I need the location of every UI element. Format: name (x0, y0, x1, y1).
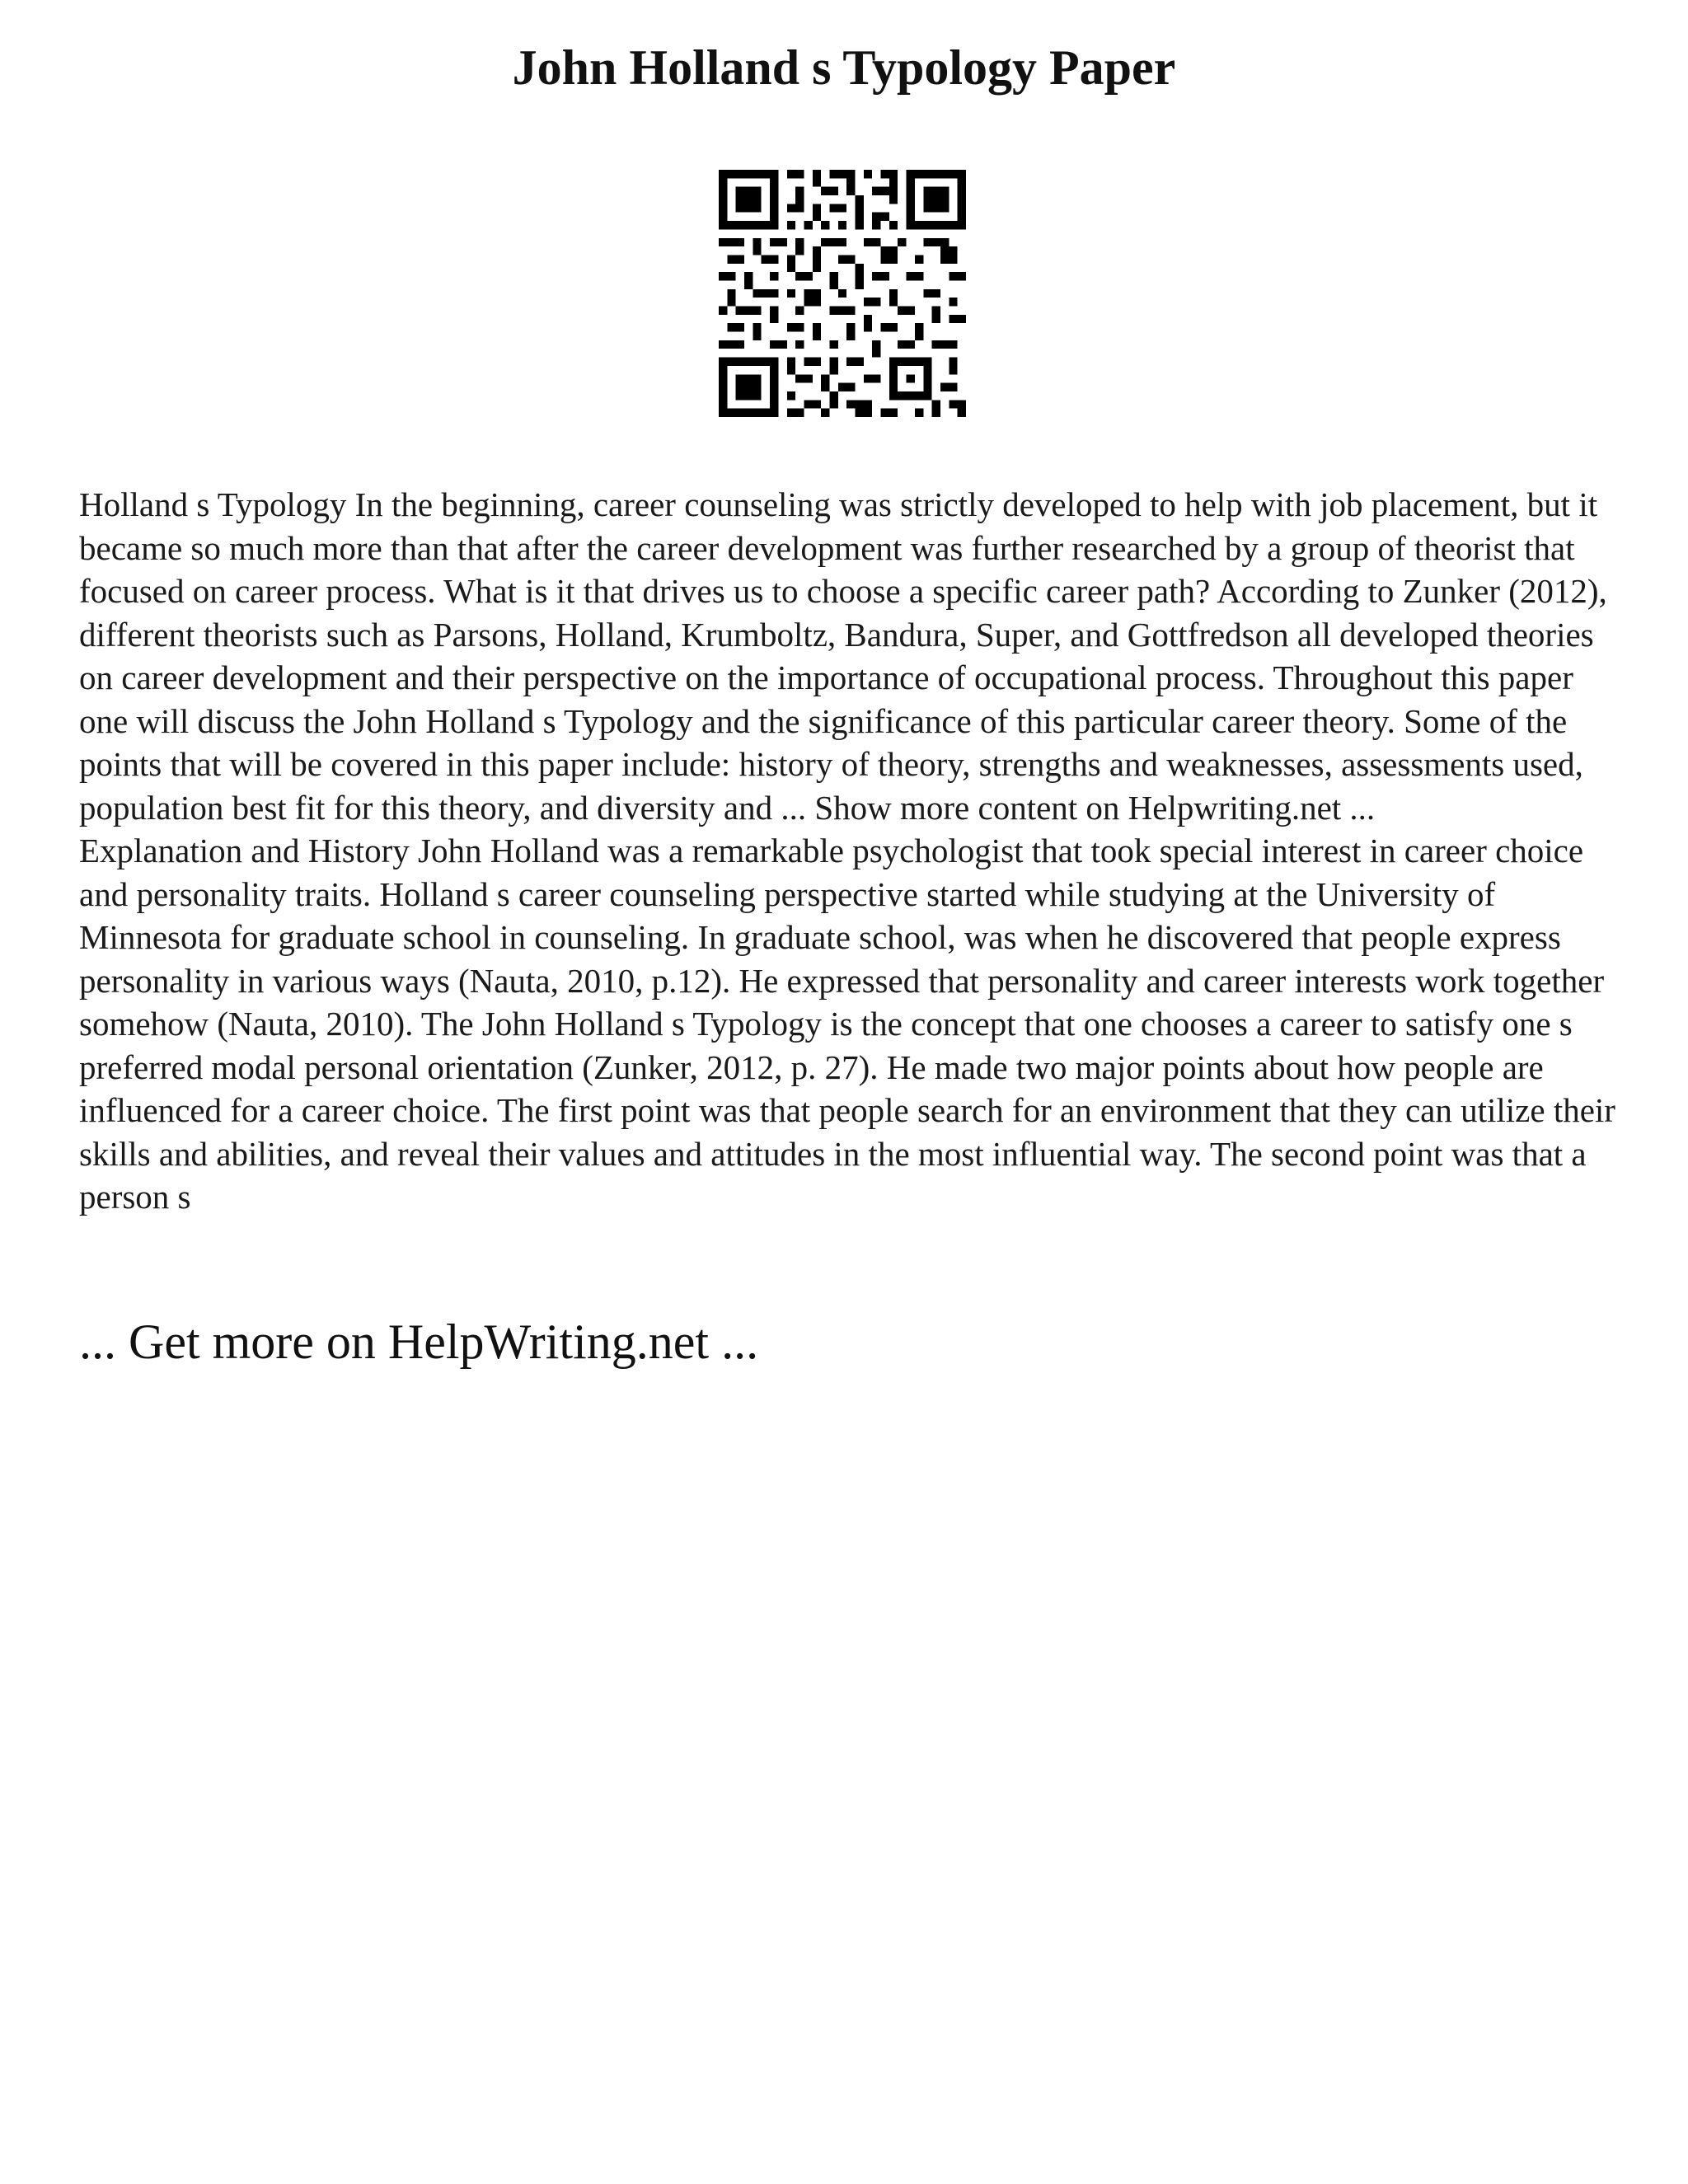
qr-code-icon (719, 170, 966, 417)
article-body (79, 483, 1629, 1219)
qr-code (719, 170, 966, 417)
get-more-link[interactable]: ... Get more on HelpWriting.net ... (79, 1315, 759, 1369)
paragraph: Holland s Typology In the beginning, career counseling was strictly developed to help with job placement, but it became so much more than that after the career development was further researched by a group of theorist that focused on career process. What is it that drives us to choose a specific career path? According to Zunker (2012), different theorists such as Parsons, Holland, Krumboltz, Bandura, Super, and Gottfredson all developed theories on career development and their perspective on the importance of occupational process. Throughout this paper one will discuss the John Holland s Typology and the significance of this particular career theory. Some of the points that will be covered in this paper include: history of theory, strengths and weaknesses, assessments used, population best fit for this theory, and diversity and ... Show more content on Helpwriting.net ... (79, 485, 1607, 827)
paragraph: Explanation and History John Holland was a remarkable psychologist that took special interest in career choice and personality traits. Holland s career counseling perspective started while studying at the University of Minnesota for graduate school in counseling. In graduate school, was when he discovered that people express personality in various ways (Nauta, 2010, p.12). He expressed that personality and career interests work together somehow (Nauta, 2010). The John Holland s Typology is the concept that one chooses a career to satisfy one s preferred modal personal orientation (Zunker, 2012, p. 27). He made two major points about how people are influenced for a career choice. The first point was that people search for an environment that they can utilize their skills and abilities, and reveal their values and attitudes in the most influential way. The second point was that a person s (79, 832, 1615, 1216)
page-title: John Holland s Typology Paper (512, 40, 1176, 95)
